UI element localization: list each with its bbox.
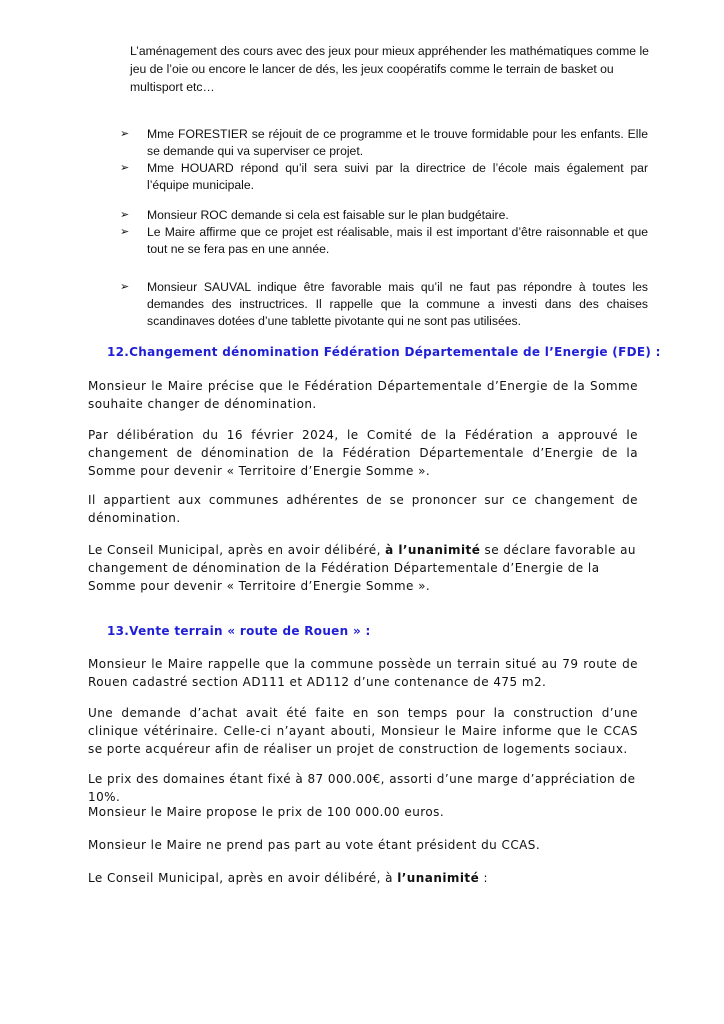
section-12-paragraph-4 [88, 541, 638, 595]
section-13-paragraph-3: Le prix des domaines étant fixé à 87 000.00€, assorti d’une marge d’appréciation de 10%. [88, 772, 636, 804]
bullet-list-2 [118, 207, 648, 258]
section-12-paragraph-2: Par délibération du 16 février 2024, le Comité de la Fédération a approuvé le changement de dénomination de la Fédération Départementale d’Energie de la Somme pour devenir « Territoire d’Energie Somme ». [88, 428, 638, 478]
decision-text: Le Conseil Municipal, après en avoir délibéré, à [88, 871, 398, 885]
bullet-list-1 [118, 126, 648, 194]
section-13-paragraph-1: Monsieur le Maire rappelle que la commune possède un terrain situé au 79 route de Rouen cadastré section AD111 et AD112 d’une contenance de 475 m2. [88, 657, 638, 689]
section-13-heading: 13.Vente terrain « route de Rouen » : [107, 624, 371, 638]
bullet-item [118, 126, 648, 160]
bullet-list-3 [118, 279, 648, 330]
decision-text: Le Conseil Municipal, après en avoir délibéré, [88, 543, 386, 557]
section-12-heading: 12.Changement dénomination Fédération Départementale de l’Energie (FDE) : [107, 345, 661, 359]
bullet-text: Monsieur SAUVAL indique être favorable mais qu’il ne faut pas répondre à toutes les demandes des instructrices. Il rappelle que la commune a investi dans des chaises scandinaves dotées d’une tablette pivotante qui ne sont pas utilisées. [147, 280, 648, 328]
bullet-text: Mme HOUARD répond qu’il sera suivi par la directrice de l’école mais également par l’équipe municipale. [147, 161, 648, 192]
unanimity-text: l’unanimité [397, 871, 480, 885]
section-12-paragraph-1: Monsieur le Maire précise que le Fédération Départementale d’Energie de la Somme souhaite changer de dénomination. [88, 379, 638, 411]
bullet-text: Le Maire affirme que ce projet est réalisable, mais il est important d’être raisonnable et que tout ne se fera pas en une année. [147, 225, 648, 256]
section-13-paragraph-5 [88, 869, 638, 887]
section-12-paragraph-3: Il appartient aux communes adhérentes de se prononcer sur ce changement de dénomination. [88, 493, 638, 525]
decision-text: : [479, 871, 488, 885]
decision-text: se déclare favorable au changement de dénomination de la Fédération Départementale d’Energie de la Somme pour devenir « Territoire d’Energie Somme ». [88, 543, 636, 593]
arrow-bullet-icon: ➢ [120, 162, 130, 174]
bullet-item [118, 160, 648, 194]
bullet-item [118, 279, 648, 330]
section-13-paragraph-2: Une demande d’achat avait été faite en son temps pour la construction d’une clinique vétérinaire. Celle-ci n’ayant abouti, Monsieur le Maire informe que le CCAS se porte acquéreur afin de réaliser un projet de construction de logements sociaux. [88, 706, 638, 756]
section-13-paragraph-4: Monsieur le Maire ne prend pas part au vote étant président du CCAS. [88, 838, 541, 852]
section-13-paragraph-3b: Monsieur le Maire propose le prix de 100 000.00 euros. [88, 805, 445, 819]
intro-paragraph: L’aménagement des cours avec des jeux pour mieux appréhender les mathématiques comme le jeu de l’oie ou encore le lancer de dés, les jeux coopératifs comme le terrain de basket ou multisport etc… [130, 44, 649, 94]
arrow-bullet-icon: ➢ [120, 128, 130, 140]
arrow-bullet-icon: ➢ [120, 209, 130, 221]
arrow-bullet-icon: ➢ [120, 281, 130, 293]
bullet-item [118, 224, 648, 258]
unanimity-text: à l’unanimité [385, 543, 481, 557]
bullet-text: Mme FORESTIER se réjouit de ce programme et le trouve formidable pour les enfants. Elle se demande qui va superviser ce projet. [147, 127, 648, 158]
bullet-item [118, 207, 648, 224]
arrow-bullet-icon: ➢ [120, 226, 130, 238]
bullet-text: Monsieur ROC demande si cela est faisable sur le plan budgétaire. [147, 208, 509, 222]
